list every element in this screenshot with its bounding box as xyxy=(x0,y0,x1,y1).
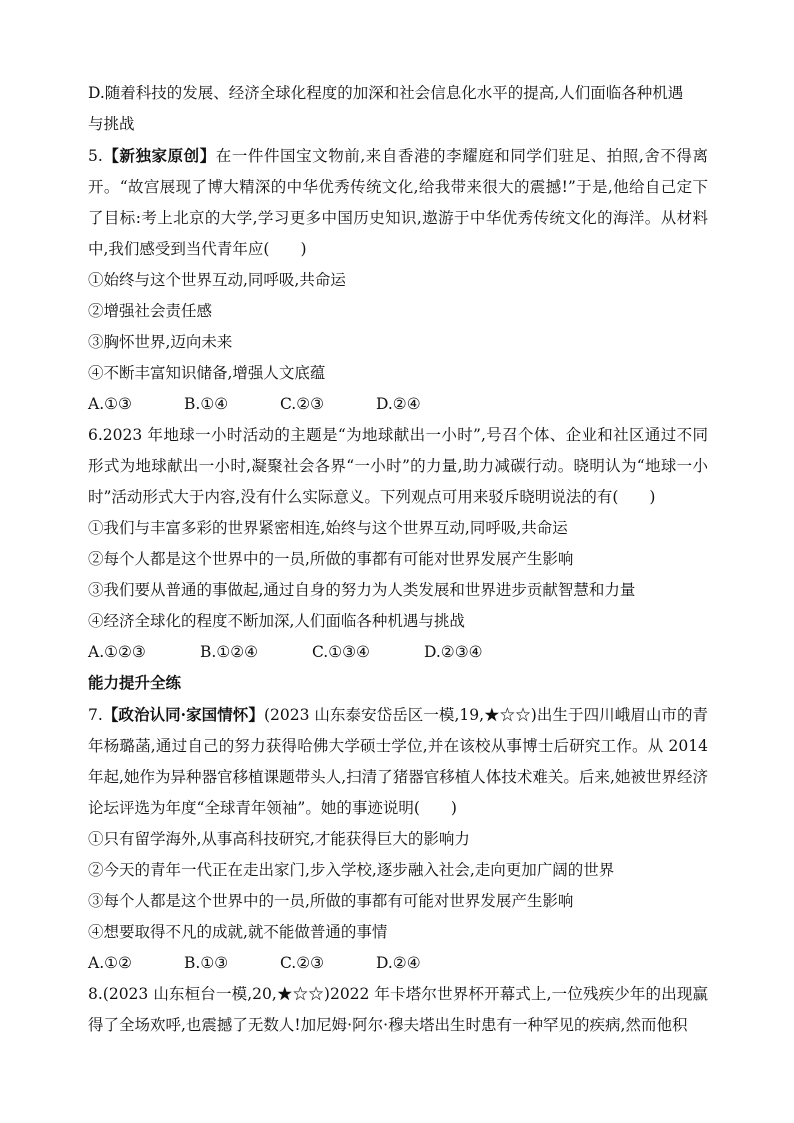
q6-item-3: ③我们要从普通的事做起,通过自身的努力为人类发展和世界进步贡献智慧和力量 xyxy=(88,581,636,599)
q7-choice-c: C.②③ xyxy=(280,954,325,972)
q7-item-2: ②今天的青年一代正在走出家门,步入学校,逐步融入社会,走向更加广阔的世界 xyxy=(88,861,615,879)
q7-choice-a: A.①② xyxy=(88,954,132,972)
q5-choice-a: A.①③ xyxy=(88,395,132,413)
q6-item-4: ④经济全球化的程度不断加深,人们面临各种机遇与挑战 xyxy=(88,612,465,630)
q6-item-2: ②每个人都是这个世界中的一员,所做的事都有可能对世界发展产生影响 xyxy=(88,550,574,568)
q5-item-3: ③胸怀世界,迈向未来 xyxy=(88,333,233,351)
q5-choice-b: B.①④ xyxy=(184,395,229,413)
q7-item-1: ①只有留学海外,从事高科技研究,才能获得巨大的影响力 xyxy=(88,830,470,848)
q5-item-1: ①始终与这个世界互动,同呼吸,共命运 xyxy=(88,271,346,289)
q6-choice-b: B.①②④ xyxy=(200,643,259,661)
q5-number: 5. xyxy=(88,147,103,165)
q4-option-d-line2: 与挑战 xyxy=(88,115,135,133)
q5-choice-d: D.②④ xyxy=(376,395,421,413)
q5-choices xyxy=(88,389,708,420)
q4-option-d-line1: D.随着科技的发展、经济全球化程度的加深和社会信息化水平的提高,人们面临各种机遇 xyxy=(88,84,684,102)
q7-choice-d: D.②④ xyxy=(376,954,421,972)
q6-choices xyxy=(88,637,708,668)
q5-item-4: ④不断丰富知识储备,增强人文底蕴 xyxy=(88,364,326,382)
q7-tag: 【政治认同·家国情怀】 xyxy=(102,705,264,724)
q6-item-1: ①我们与丰富多彩的世界紧密相连,始终与这个世界互动,同呼吸,共命运 xyxy=(88,519,568,537)
q6-choice-c: C.①③④ xyxy=(312,643,370,661)
q5-item-2: ②增强社会责任感 xyxy=(88,302,213,320)
section-title: 能力提升全练 xyxy=(88,674,182,692)
q6-choice-a: A.①②③ xyxy=(88,643,146,661)
q6-stem: 6.2023 年地球一小时活动的主题是“为地球献出一小时”,号召个体、企业和社区通过不同形式为地球献出一小时,凝聚社会各界“一小时”的力量,助力减碳行动。晓明认为“地球一小时”活动形式大于内容,没有什么实际意义。下列观点可用来驳斥晓明说法的有( ) xyxy=(88,426,708,506)
q6-choice-d: D.②③④ xyxy=(424,643,483,661)
q7-choices xyxy=(88,948,708,979)
q5-stem-text: 在一件件国宝文物前,来自香港的李耀庭和同学们驻足、拍照,舍不得离开。“故宫展现了博大精深的中华优秀传统文化,给我带来很大的震撼!”于是,他给自己定下了目标:考上北京的大学,学习更多中国历史知识,遨游于中华优秀传统文化的海洋。从材料中,我们感受到当代青年应( ) xyxy=(88,147,708,258)
q5-stem xyxy=(88,140,708,265)
q7-number: 7. xyxy=(88,706,103,724)
q7-stem xyxy=(88,699,708,824)
q7-choice-b: B.①③ xyxy=(184,954,229,972)
document-page xyxy=(88,78,708,1041)
q5-tag: 【新独家原创】 xyxy=(102,146,216,165)
q7-stem-text: (2023 山东泰安岱岳区一模,19,★☆☆)出生于四川峨眉山市的青年杨璐菡,通过自己的努力获得哈佛大学硕士学位,并在该校从事博士后研究工作。从 2014 年起,她作为异种器官移植课题带头人,扫清了猪器官移植人体技术难关。后来,她被世界经济论坛评选为年度“全球青年领袖”。她的事迹说明( ) xyxy=(88,706,709,817)
q5-choice-c: C.②③ xyxy=(280,395,325,413)
q7-item-3: ③每个人都是这个世界中的一员,所做的事都有可能对世界发展产生影响 xyxy=(88,892,574,910)
q7-item-4: ④想要取得不凡的成就,就不能做普通的事情 xyxy=(88,923,388,941)
q8-stem: 8.(2023 山东桓台一模,20,★☆☆)2022 年卡塔尔世界杯开幕式上,一位残疾少年的出现赢得了全场欢呼,也震撼了无数人!加尼姆·阿尔·穆夫塔出生时患有一种罕见的疾病,然而他积 xyxy=(88,985,708,1034)
